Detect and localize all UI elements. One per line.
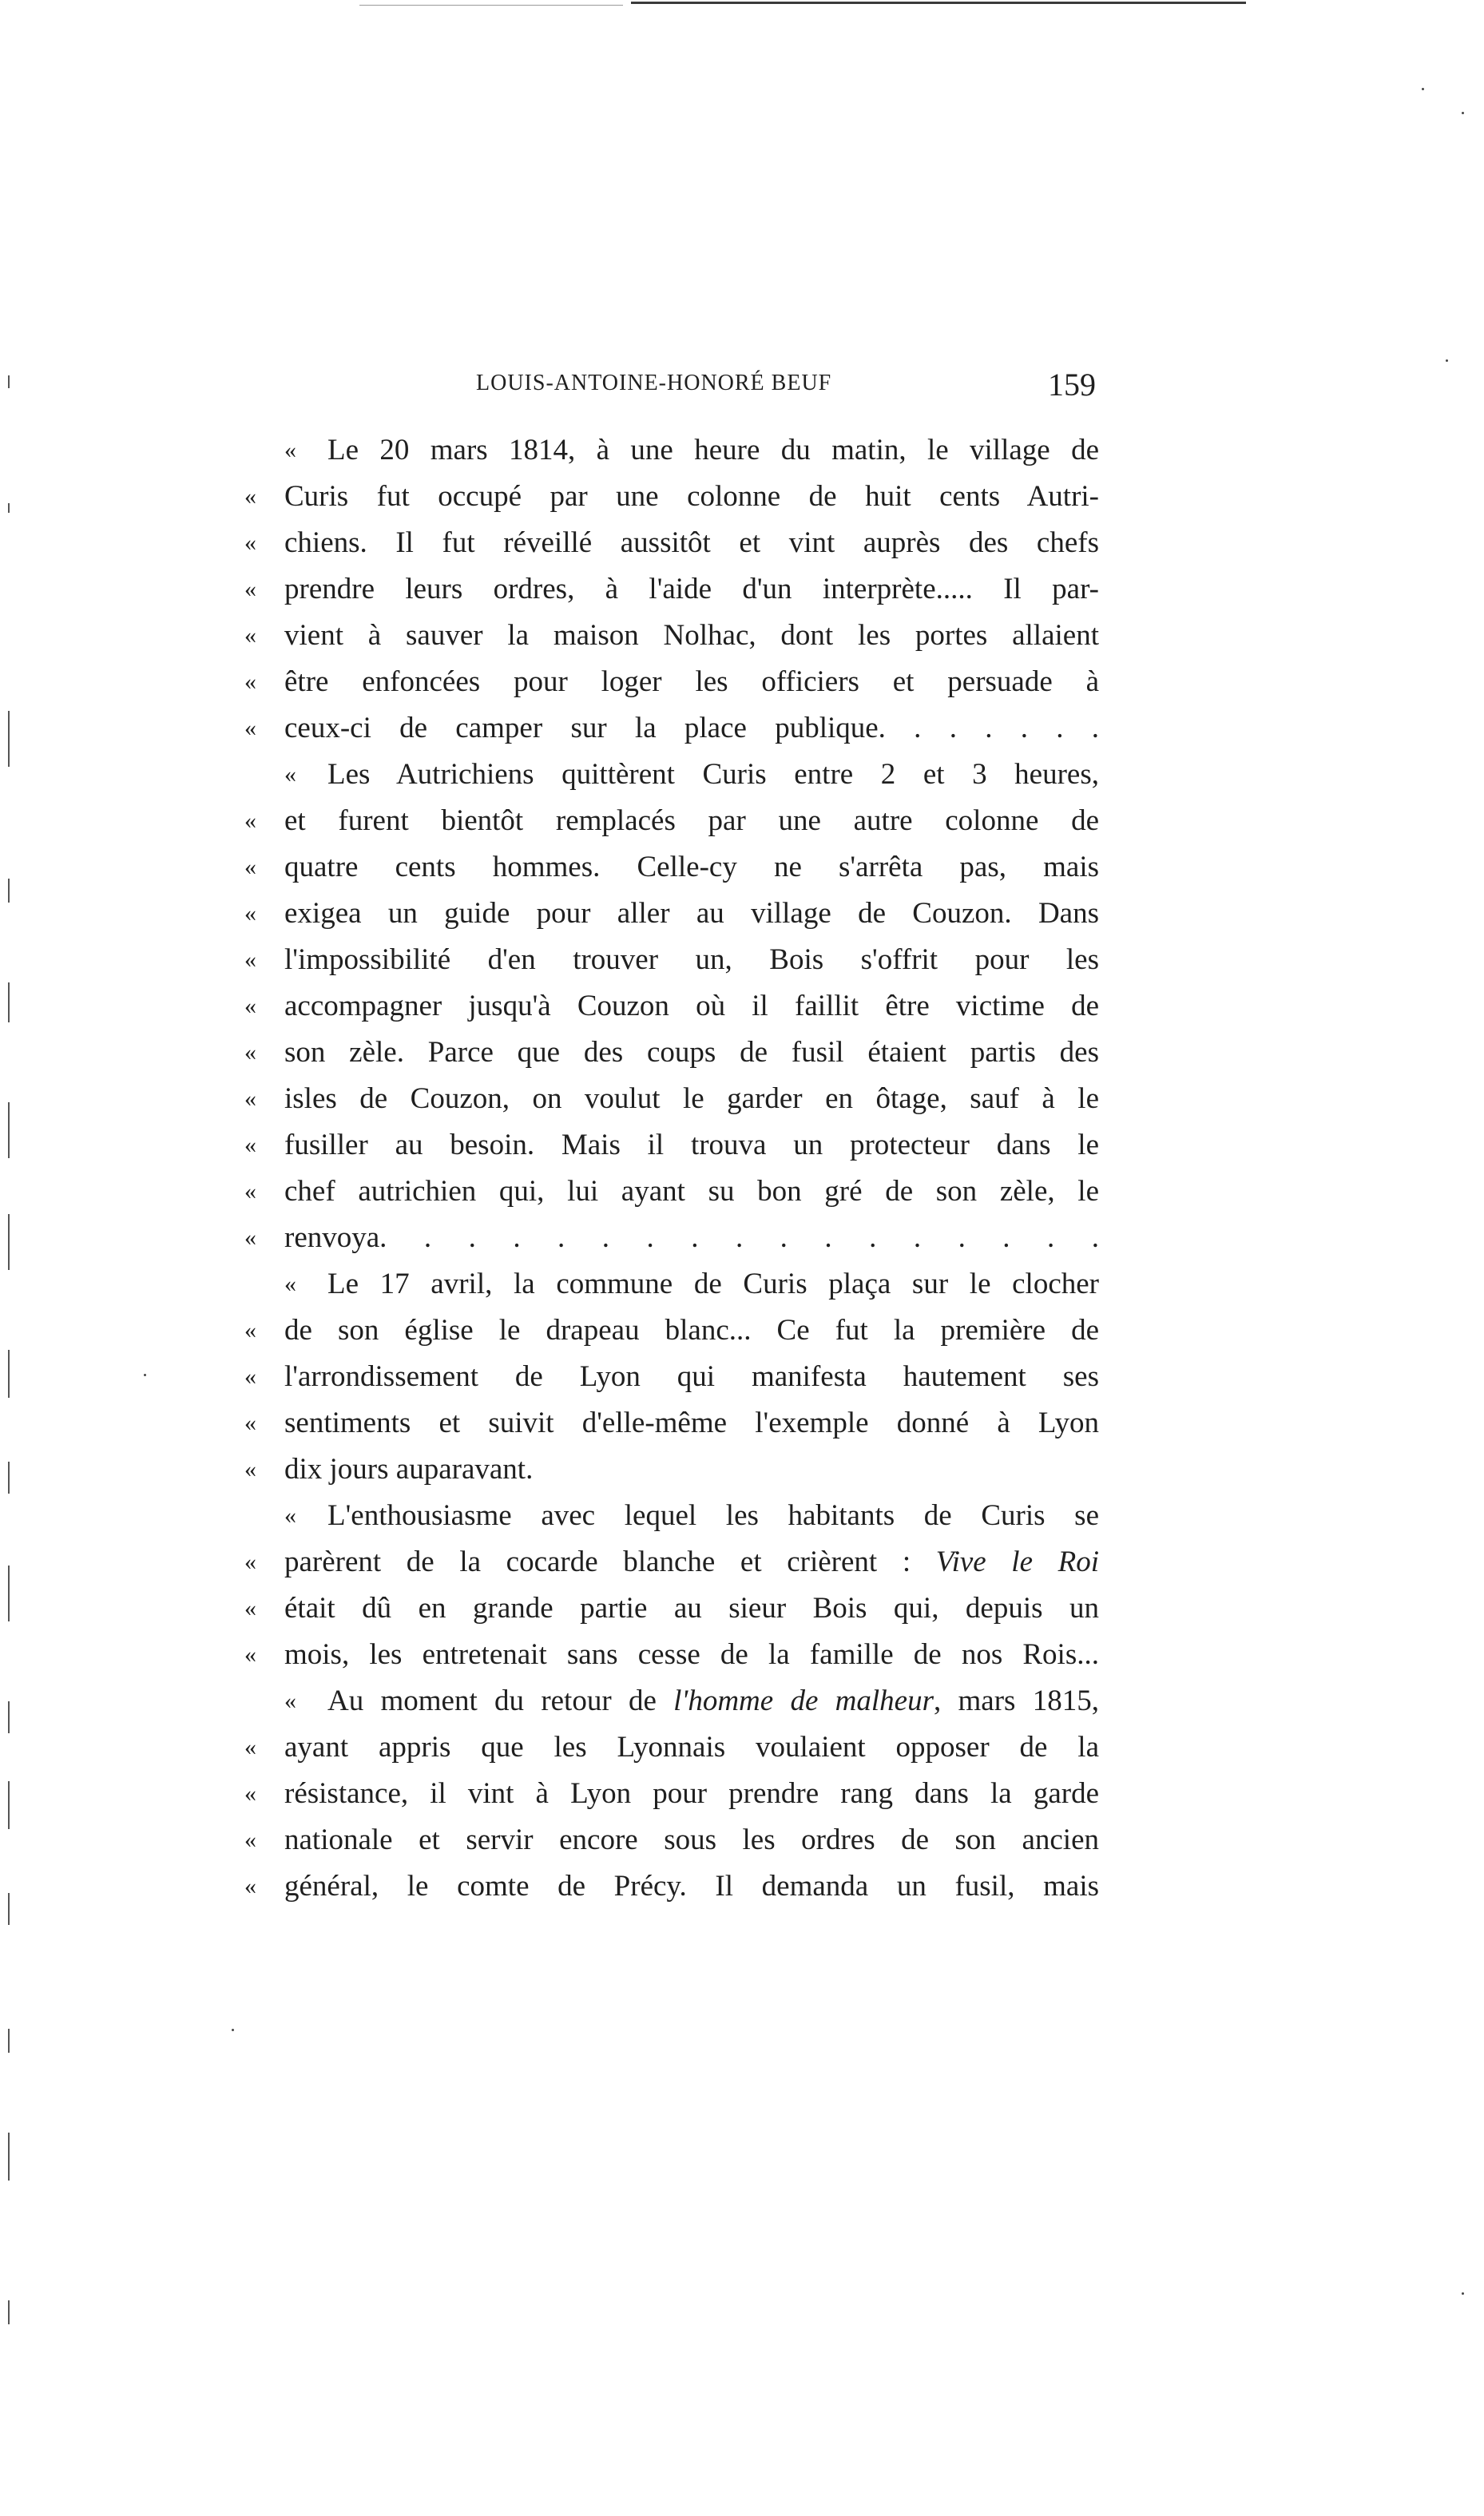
text-line bbox=[244, 1308, 1099, 1354]
text-line bbox=[244, 1632, 1099, 1678]
quote-mark: « bbox=[244, 622, 256, 649]
line-text: Le 20 mars 1814, à une heure du matin, le village de bbox=[327, 434, 1099, 466]
quote-mark: « bbox=[284, 761, 296, 788]
text-line bbox=[244, 1076, 1099, 1122]
text-line bbox=[244, 937, 1099, 983]
line-text: était dû en grande partie au sieur Bois qui, depuis un bbox=[284, 1592, 1099, 1625]
line-text: résistance, il vint à Lyon pour prendre rang dans la garde bbox=[284, 1777, 1099, 1810]
line-text: de son église le drapeau blanc... Ce fut la première de bbox=[284, 1314, 1099, 1347]
quote-mark: « bbox=[244, 483, 256, 510]
quote-mark: « bbox=[244, 1734, 256, 1760]
text-line bbox=[244, 1030, 1099, 1076]
line-text: dix jours auparavant. bbox=[284, 1453, 534, 1486]
text-line bbox=[244, 1817, 1099, 1863]
line-text: chef autrichien qui, lui ayant su bon gré de son zèle, le bbox=[284, 1175, 1099, 1208]
quote-mark: « bbox=[244, 1410, 256, 1436]
quote-mark: « bbox=[244, 1827, 256, 1853]
text-line bbox=[244, 1400, 1099, 1447]
quote-mark: « bbox=[244, 854, 256, 880]
quote-mark: « bbox=[244, 1132, 256, 1158]
line-text: accompagner jusqu'à Couzon où il faillit être victime de bbox=[284, 990, 1099, 1022]
text-line bbox=[244, 705, 1099, 752]
text-line bbox=[244, 1447, 1099, 1493]
line-text: général, le comte de Précy. Il demanda un fusil, mais bbox=[284, 1870, 1099, 1903]
text-line bbox=[244, 474, 1099, 520]
line-text: Curis fut occupé par une colonne de huit cents Autri- bbox=[284, 480, 1099, 513]
page-number: 159 bbox=[1048, 367, 1096, 403]
quote-mark: « bbox=[244, 1780, 256, 1807]
line-text: ceux-ci de camper sur la place publique. . . . . . . bbox=[284, 712, 1099, 744]
line-text: L'enthousiasme avec lequel les habitants de Curis se bbox=[327, 1499, 1099, 1532]
body-text bbox=[244, 427, 1099, 1910]
left-margin-scan-marks bbox=[8, 0, 11, 2516]
quote-mark: « bbox=[284, 437, 296, 463]
quote-mark: « bbox=[244, 993, 256, 1019]
text-line bbox=[244, 1215, 1099, 1261]
line-text: être enfoncées pour loger les officiers et persuade à bbox=[284, 665, 1099, 698]
text-line bbox=[244, 566, 1099, 613]
line-text: sentiments et suivit d'elle-même l'exemple donné à Lyon bbox=[284, 1407, 1099, 1439]
quote-mark: « bbox=[284, 1688, 296, 1714]
text-line bbox=[244, 1724, 1099, 1771]
top-edge-rule bbox=[631, 2, 1246, 4]
line-text: isles de Couzon, on voulut le garder en ôtage, sauf à le bbox=[284, 1082, 1099, 1115]
text-line bbox=[244, 659, 1099, 705]
quote-mark: « bbox=[244, 1595, 256, 1621]
line-text: et furent bientôt remplacés par une autre colonne de bbox=[284, 804, 1099, 837]
quote-mark: « bbox=[244, 715, 256, 741]
quote-mark: « bbox=[284, 1271, 296, 1297]
top-edge-faint-rule bbox=[359, 5, 623, 6]
text-line bbox=[244, 1354, 1099, 1400]
text-line bbox=[244, 1863, 1099, 1910]
quote-mark: « bbox=[244, 1039, 256, 1066]
line-text: Le 17 avril, la commune de Curis plaça sur le clocher bbox=[327, 1268, 1099, 1300]
running-title: LOUIS-ANTOINE-HONORÉ BEUF bbox=[476, 371, 832, 395]
line-text: l'impossibilité d'en trouver un, Bois s'offrit pour les bbox=[284, 943, 1099, 976]
quote-mark: « bbox=[244, 1178, 256, 1204]
quote-mark: « bbox=[244, 946, 256, 973]
line-text: chiens. Il fut réveillé aussitôt et vint auprès des chefs bbox=[284, 526, 1099, 559]
quote-mark: « bbox=[244, 1456, 256, 1482]
text-line bbox=[244, 844, 1099, 891]
text-line bbox=[244, 1493, 1099, 1539]
text-line bbox=[244, 1122, 1099, 1169]
line-text: vient à sauver la maison Nolhac, dont les portes allaient bbox=[284, 619, 1099, 652]
line-text: fusiller au besoin. Mais il trouva un protecteur dans le bbox=[284, 1129, 1099, 1161]
quote-mark: « bbox=[244, 1363, 256, 1390]
quote-mark: « bbox=[244, 1549, 256, 1575]
text-line bbox=[244, 1169, 1099, 1215]
text-line bbox=[244, 1678, 1099, 1724]
text-line bbox=[244, 1771, 1099, 1817]
quote-mark: « bbox=[244, 1641, 256, 1668]
line-text: quatre cents hommes. Celle-cy ne s'arrêta pas, mais bbox=[284, 851, 1099, 883]
line-text: l'arrondissement de Lyon qui manifesta hautement ses bbox=[284, 1360, 1099, 1393]
quote-mark: « bbox=[244, 530, 256, 556]
line-text: parèrent de la cocarde blanche et crièrent : Vive le Roi bbox=[284, 1546, 1100, 1578]
page-header bbox=[284, 367, 1096, 406]
line-text: mois, les entretenait sans cesse de la famille de nos Rois... bbox=[284, 1638, 1099, 1671]
text-line bbox=[244, 1261, 1099, 1308]
quote-mark: « bbox=[244, 1317, 256, 1343]
line-text: prendre leurs ordres, à l'aide d'un interprète..... Il par- bbox=[284, 573, 1099, 605]
quote-mark: « bbox=[244, 808, 256, 834]
text-line bbox=[244, 983, 1099, 1030]
text-line bbox=[244, 891, 1099, 937]
quote-mark: « bbox=[284, 1502, 296, 1529]
text-line bbox=[244, 798, 1099, 844]
line-text: ayant appris que les Lyonnais voulaient opposer de la bbox=[284, 1731, 1099, 1764]
line-text: Les Autrichiens quittèrent Curis entre 2 et 3 heures, bbox=[327, 758, 1099, 791]
italic-phrase: Vive le Roi bbox=[935, 1546, 1100, 1578]
text-line bbox=[244, 752, 1099, 798]
line-text: renvoya. . . . . . . . . . . . . . . . . bbox=[284, 1221, 1099, 1254]
text-line bbox=[244, 427, 1099, 474]
line-text: Au moment du retour de l'homme de malheur, mars 1815, bbox=[327, 1685, 1099, 1717]
line-text: nationale et servir encore sous les ordres de son ancien bbox=[284, 1824, 1099, 1856]
quote-mark: « bbox=[244, 1873, 256, 1899]
quote-mark: « bbox=[244, 669, 256, 695]
text-line bbox=[244, 1585, 1099, 1632]
text-line bbox=[244, 520, 1099, 566]
quote-mark: « bbox=[244, 1224, 256, 1251]
line-text: exigea un guide pour aller au village de Couzon. Dans bbox=[284, 897, 1099, 930]
quote-mark: « bbox=[244, 900, 256, 927]
quote-mark: « bbox=[244, 576, 256, 602]
quote-mark: « bbox=[244, 1085, 256, 1112]
line-text: son zèle. Parce que des coups de fusil étaient partis des bbox=[284, 1036, 1099, 1069]
text-line bbox=[244, 613, 1099, 659]
text-line bbox=[244, 1539, 1099, 1585]
italic-phrase: l'homme de malheur bbox=[673, 1685, 934, 1717]
